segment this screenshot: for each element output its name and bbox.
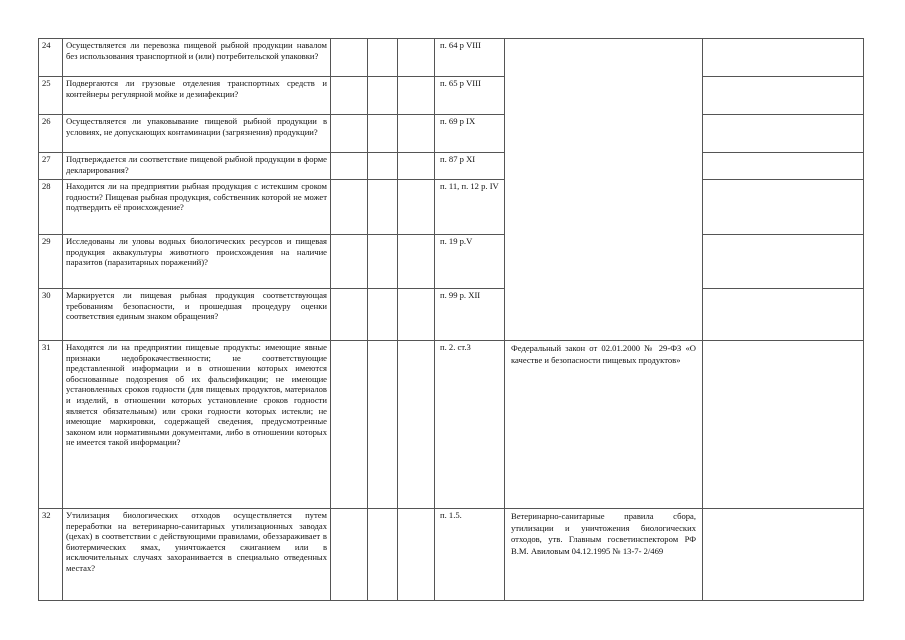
checklist-table — [38, 38, 864, 601]
answer-yes-cell[interactable] — [331, 235, 368, 289]
table-row — [39, 235, 864, 289]
answer-na-cell[interactable] — [398, 39, 435, 77]
reference-cell: п. 65 р VIII — [435, 77, 505, 115]
reference-cell: п. 1.5. — [435, 509, 505, 601]
answer-yes-cell[interactable] — [331, 153, 368, 180]
answer-yes-cell[interactable] — [331, 39, 368, 77]
answer-no-cell[interactable] — [368, 235, 398, 289]
row-number: 31 — [39, 341, 63, 509]
notes-cell[interactable] — [703, 115, 864, 153]
notes-cell[interactable] — [703, 289, 864, 341]
answer-yes-cell[interactable] — [331, 180, 368, 235]
notes-cell[interactable] — [703, 77, 864, 115]
reference-cell: п. 2. ст.3 — [435, 341, 505, 509]
answer-no-cell[interactable] — [368, 77, 398, 115]
answer-yes-cell[interactable] — [331, 115, 368, 153]
row-number: 26 — [39, 115, 63, 153]
answer-na-cell[interactable] — [398, 509, 435, 601]
answer-na-cell[interactable] — [398, 235, 435, 289]
table-row — [39, 341, 864, 509]
question-text: Утилизация биологических отходов осуществляется путем переработки на ветеринарно-санитарных утилизационных заводах (цехах) в соответствии с действующими правилами, обеззараживает в биотермических ямах, уничтожается сжиганием или в исключительных случаях захоранивается в специально отведенных местах? — [63, 509, 331, 601]
question-text: Находится ли на предприятии рыбная продукция с истекшим сроком годности? Пищевая рыбная продукция, собственник которой не может подтвердить её происхождение? — [63, 180, 331, 235]
row-number: 32 — [39, 509, 63, 601]
answer-no-cell[interactable] — [368, 39, 398, 77]
answer-na-cell[interactable] — [398, 289, 435, 341]
notes-cell[interactable] — [703, 153, 864, 180]
question-text: Подтверждается ли соответствие пищевой рыбной продукции в форме декларирования? — [63, 153, 331, 180]
reference-cell: п. 69 р IX — [435, 115, 505, 153]
law-cell: Ветеринарно-санитарные правила сбора, утилизации и уничтожения биологических отходов, утв. Главным госветинспектором РФ В.М. Авиловым 04.12.1995 № 13-7- 2/469 — [505, 509, 703, 601]
table-row — [39, 180, 864, 235]
notes-cell[interactable] — [703, 39, 864, 77]
reference-cell: п. 11, п. 12 р. IV — [435, 180, 505, 235]
question-text: Подвергаются ли грузовые отделения транспортных средств и контейнеры регулярной мойке и дезинфекции? — [63, 77, 331, 115]
law-cell: Федеральный закон от 02.01.2000 № 29-ФЗ «О качестве и безопасности пищевых продуктов» — [505, 341, 703, 509]
reference-cell: п. 99 р. XII — [435, 289, 505, 341]
table-row — [39, 39, 864, 77]
answer-no-cell[interactable] — [368, 180, 398, 235]
row-number: 24 — [39, 39, 63, 77]
row-number: 29 — [39, 235, 63, 289]
question-text: Осуществляется ли перевозка пищевой рыбной продукции навалом без использования транспортной и (или) потребительской упаковки? — [63, 39, 331, 77]
answer-na-cell[interactable] — [398, 341, 435, 509]
question-text: Осуществляется ли упаковывание пищевой рыбной продукции в условиях, не допускающих контаминации (загрязнения) продукции? — [63, 115, 331, 153]
reference-cell: п. 64 р VIII — [435, 39, 505, 77]
answer-yes-cell[interactable] — [331, 509, 368, 601]
answer-yes-cell[interactable] — [331, 77, 368, 115]
answer-no-cell[interactable] — [368, 509, 398, 601]
notes-cell[interactable] — [703, 509, 864, 601]
law-cell-merged — [505, 39, 703, 341]
answer-yes-cell[interactable] — [331, 341, 368, 509]
reference-cell: п. 19 р.V — [435, 235, 505, 289]
notes-cell[interactable] — [703, 180, 864, 235]
table-row — [39, 153, 864, 180]
answer-na-cell[interactable] — [398, 77, 435, 115]
question-text: Исследованы ли уловы водных биологических ресурсов и пищевая продукция аквакультуры животного происхождения на наличие паразитов (паразитарных поражений)? — [63, 235, 331, 289]
notes-cell[interactable] — [703, 341, 864, 509]
row-number: 25 — [39, 77, 63, 115]
table-row — [39, 509, 864, 601]
answer-no-cell[interactable] — [368, 289, 398, 341]
reference-cell: п. 87 р XI — [435, 153, 505, 180]
answer-na-cell[interactable] — [398, 180, 435, 235]
row-number: 30 — [39, 289, 63, 341]
answer-no-cell[interactable] — [368, 153, 398, 180]
answer-no-cell[interactable] — [368, 115, 398, 153]
table-row — [39, 289, 864, 341]
row-number: 27 — [39, 153, 63, 180]
table-row — [39, 77, 864, 115]
answer-na-cell[interactable] — [398, 115, 435, 153]
question-text: Маркируется ли пищевая рыбная продукция соответствующая требованиям безопасности, и прошедшая процедуру оценки соответствия единым знаком обращения? — [63, 289, 331, 341]
answer-no-cell[interactable] — [368, 341, 398, 509]
notes-cell[interactable] — [703, 235, 864, 289]
row-number: 28 — [39, 180, 63, 235]
answer-na-cell[interactable] — [398, 153, 435, 180]
answer-yes-cell[interactable] — [331, 289, 368, 341]
table-row — [39, 115, 864, 153]
question-text: Находятся ли на предприятии пищевые продукты: имеющие явные признаки недоброкачественности; не соответствующие представленной информации и в отношении которых имеются обоснованные подозрения об их фальсификации; не имеющие установленных сроков годности (для пищевых продуктов, материалов и изделий, в отношении которых установление сроков годности является обязательным) или сроки годности которых истекли; не имеющие маркировки, содержащей сведения, предусмотренные законом или нормативными документами, либо в отношении которых не имеется такой информации? — [63, 341, 331, 509]
